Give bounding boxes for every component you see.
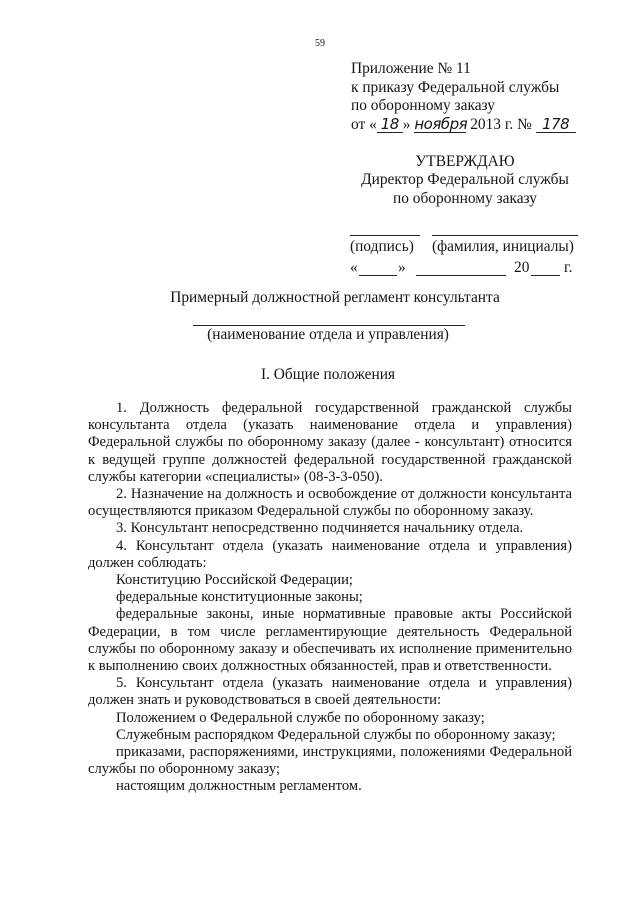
- signature-label: (подпись): [350, 238, 414, 255]
- year-suffix: г.: [564, 259, 573, 276]
- approval-agency: по оборонному заказу: [393, 189, 537, 207]
- page-number: 59: [315, 38, 325, 49]
- paragraph-3: 3. Консультант непосредственно подчиняется начальнику отдела.: [116, 520, 524, 537]
- date-prefix: от «: [351, 115, 377, 133]
- year-text: 2013 г. №: [470, 115, 532, 133]
- date-open-quote: «: [350, 259, 358, 276]
- day-blank-line: [359, 275, 397, 276]
- paragraph-1: 1. Должность федеральной государственной гражданской службы консультанта отдела (указать наименование отдела и управления) Федеральной службы по оборонному заказу (далее - консультант) относится к ведущей группе должностей федеральной государственной гражданской службы категории «специалисты» (08-3-3-050).: [88, 400, 572, 485]
- list-item: приказами, распоряжениями, инструкциями, положениями Федеральной службы по оборонному заказу;: [88, 744, 572, 778]
- name-line: [432, 235, 578, 236]
- date-close-quote: »: [398, 259, 406, 276]
- handwritten-day: 18: [377, 117, 403, 133]
- list-item: федеральные законы, иные нормативные правовые акты Российской Федерации, в том числе регламентирующие деятельность Федеральной службы по оборонному заказу и обеспечивать их исполнение применительно к выполнению своих должностных обязанностей, прав и ответственности.: [88, 606, 572, 675]
- year-blank-line: [531, 275, 560, 276]
- date-quote-close: »: [402, 115, 411, 133]
- document-title: Примерный должностной регламент консультанта: [170, 289, 500, 306]
- document-body: [88, 400, 572, 796]
- list-item: Конституцию Российской Федерации;: [116, 572, 353, 589]
- appendix-header: [351, 60, 611, 134]
- appendix-number: Приложение № 11: [351, 60, 471, 77]
- approval-heading: УТВЕРЖДАЮ: [415, 153, 515, 170]
- appendix-order-ref: к приказу Федеральной службы: [351, 78, 560, 96]
- appendix-order-agency: по оборонному заказу: [351, 97, 495, 115]
- paragraph-5: 5. Консультант отдела (указать наименование отдела и управления) должен знать и руководствоваться в своей деятельности:: [88, 675, 572, 709]
- approval-position: Директор Федеральной службы: [361, 171, 569, 189]
- paragraph-4: 4. Консультант отдела (указать наименование отдела и управления) должен соблюдать:: [88, 537, 572, 571]
- handwritten-order-number: 178: [536, 117, 576, 133]
- year-prefix: 20: [514, 259, 530, 276]
- paragraph-2: 2. Назначение на должность и освобождение от должности консультанта осуществляются приказом Федеральной службы по оборонному заказу.: [88, 486, 572, 520]
- signature-line: [350, 235, 420, 236]
- section-title: I. Общие положения: [260, 366, 396, 383]
- list-item: Положением о Федеральной службе по оборонному заказу;: [116, 709, 485, 726]
- list-item: настоящим должностным регламентом.: [116, 778, 362, 795]
- approval-block: [330, 153, 600, 208]
- name-label: (фамилия, инициалы): [432, 238, 574, 255]
- month-blank-line: [416, 275, 506, 276]
- list-item: федеральные конституционные законы;: [116, 589, 363, 606]
- list-item: Служебным распорядком Федеральной службы по оборонному заказу;: [116, 726, 556, 743]
- handwritten-month: ноября: [414, 114, 468, 133]
- department-placeholder: (наименование отдела и управления): [207, 326, 449, 343]
- appendix-order-date: [351, 116, 611, 135]
